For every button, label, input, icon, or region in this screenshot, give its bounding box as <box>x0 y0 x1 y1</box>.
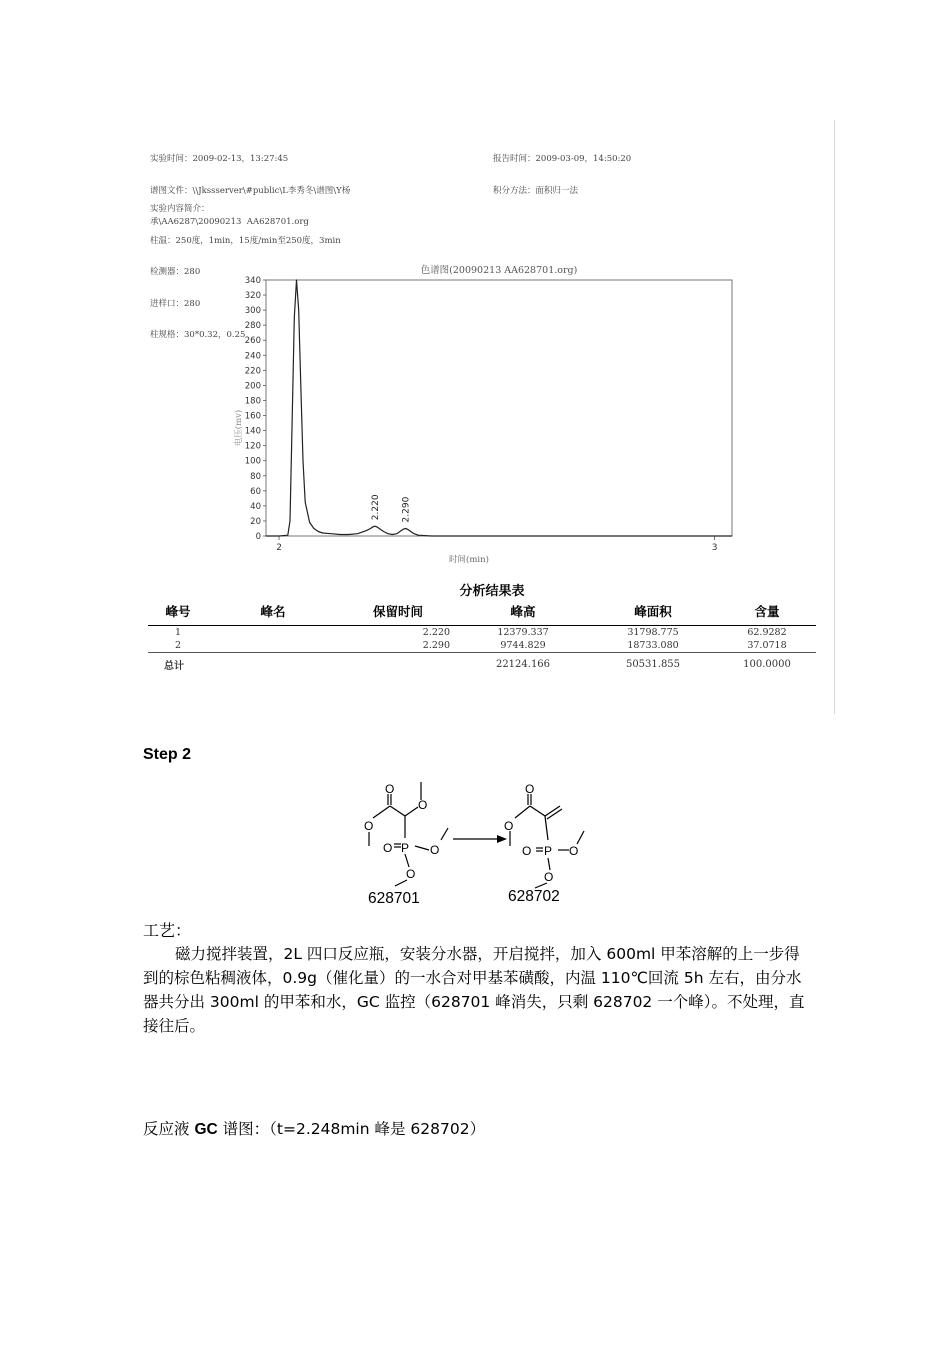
condition-line: 柱温：250度，1min，15度/min至250度，3min <box>150 235 341 246</box>
gc-caption-suffix: 谱图：（t=2.248min 峰是 628702） <box>222 1120 486 1138</box>
cell-content: 37.0718 <box>747 640 787 651</box>
cell-height: 9744.829 <box>500 640 546 651</box>
results-title: 分析结果表 <box>459 584 525 599</box>
y-tick-label: 100 <box>244 456 261 467</box>
cell-content: 62.9282 <box>747 627 787 638</box>
atom-label: P <box>544 844 553 858</box>
atom-label: O <box>544 870 554 884</box>
atom-label: O <box>383 841 393 855</box>
atom-label: P <box>401 841 410 855</box>
compound-id-right: 628702 <box>508 888 560 905</box>
step2-heading: Step 2 <box>143 746 192 763</box>
condition-line: 检测器：280 <box>150 267 201 277</box>
results-table <box>148 600 816 673</box>
col-header: 峰号 <box>148 600 208 626</box>
y-tick-label: 140 <box>244 426 261 437</box>
col-header: 峰高 <box>458 600 588 626</box>
y-tick-label: 220 <box>244 366 261 377</box>
y-tick-label: 200 <box>244 381 261 392</box>
meta-line: 积分方法：面积归一法 <box>493 185 579 196</box>
y-tick-label: 260 <box>244 336 261 347</box>
y-tick-label: 280 <box>244 321 261 332</box>
y-tick-label: 0 <box>255 532 261 542</box>
atom-label: O <box>418 798 428 812</box>
x-tick-label: 2 <box>276 543 282 553</box>
y-tick-label: 300 <box>244 306 261 317</box>
table-row <box>148 626 816 640</box>
cell-empty <box>338 653 458 674</box>
report-edge-divider <box>834 120 835 714</box>
y-tick-label: 180 <box>244 396 261 407</box>
y-tick-label: 320 <box>244 291 261 302</box>
x-tick-label: 3 <box>711 543 718 553</box>
process-paragraph: 磁力搅拌装置，2L 四口反应瓶，安装分水器，开启搅拌，加入 600ml 甲苯溶解的上一步得到的棕色粘稠液体，0.9g（催化量）的一水合对甲基苯磺酸，内温 110℃回流 5h 左右，由分水器共分出 300ml 的甲苯和水，GC 监控（628701 峰消失，只剩 628702 一个峰）。不处理，直接往后。 <box>143 945 805 1035</box>
cell-peak-no: 2 <box>174 640 182 651</box>
y-axis-label: 电压(mv) <box>234 409 244 447</box>
report-meta-right <box>493 133 631 217</box>
total-label: 总计 <box>148 653 208 674</box>
cell-retention: 2.290 <box>422 640 450 651</box>
meta-line: 谱图文件：\\Jkssserver\#public\L李秀冬\谱图\Y杨 <box>150 185 351 196</box>
atom-label: O <box>430 843 440 857</box>
process-title: 工艺： <box>143 921 192 940</box>
atom-label: O <box>406 867 416 881</box>
atom-label: O <box>385 782 395 796</box>
condition-line: 柱规格：30*0.32，0.25 <box>150 330 246 340</box>
atom-label: O <box>364 819 374 833</box>
col-header: 含量 <box>718 600 816 626</box>
chart-title: 色谱图(20090213 AA628701.org) <box>420 265 578 276</box>
cell-retention: 2.220 <box>422 627 450 638</box>
results-header-row <box>148 600 816 626</box>
reaction-arrow-head <box>497 835 507 843</box>
x-axis-label: 时间(min) <box>449 555 489 565</box>
cell-area: 31798.775 <box>627 627 679 638</box>
peak-label: 2.220 <box>370 494 381 521</box>
y-tick-label: 240 <box>244 351 261 362</box>
chromatogram <box>148 262 836 572</box>
gc-caption-prefix: 反应液 <box>143 1120 190 1138</box>
y-tick-label: 160 <box>244 411 261 422</box>
y-tick-label: 40 <box>250 501 261 512</box>
chromatogram-trace <box>266 280 732 536</box>
atom-label: O <box>504 819 514 833</box>
chromatogram-svg <box>148 262 836 572</box>
gc-report <box>148 120 836 714</box>
y-tick-label: 120 <box>244 441 261 452</box>
compound-id-left: 628701 <box>368 890 420 907</box>
cell-peak-name <box>208 626 338 640</box>
condition-line: 实验内容简介： <box>150 204 210 214</box>
gc-caption <box>143 1117 485 1139</box>
cell-height: 12379.337 <box>497 627 549 638</box>
cell-area: 18733.080 <box>627 640 679 651</box>
reaction-scheme-svg <box>355 776 595 911</box>
meta-line: 报告时间：2009-03-09，14:50:20 <box>493 154 632 164</box>
total-row <box>148 653 816 674</box>
atom-label: O <box>569 844 579 858</box>
atom-label: O <box>525 782 535 796</box>
total-content: 100.0000 <box>718 653 816 674</box>
col-header: 峰面积 <box>588 600 718 626</box>
plot-frame <box>266 280 732 536</box>
total-area: 50531.855 <box>588 653 718 674</box>
gc-caption-bold: GC <box>194 1121 218 1138</box>
reaction-scheme <box>355 776 595 911</box>
cell-empty <box>208 653 338 674</box>
total-height: 22124.166 <box>458 653 588 674</box>
meta-line: 承\AA6287\20090213 AA628701.org <box>150 217 309 227</box>
y-tick-label: 80 <box>250 471 261 482</box>
cell-peak-name <box>208 639 338 653</box>
cell-peak-no: 1 <box>174 627 182 638</box>
y-tick-label: 60 <box>250 486 261 497</box>
y-tick-label: 340 <box>244 276 261 286</box>
col-header: 保留时间 <box>338 600 458 626</box>
col-header: 峰名 <box>208 600 338 626</box>
process-description <box>143 942 811 1038</box>
table-row <box>148 639 816 653</box>
y-tick-label: 20 <box>250 516 261 527</box>
condition-line: 进样口：280 <box>150 298 201 309</box>
peak-label: 2.290 <box>401 496 412 523</box>
atom-label: O <box>522 844 532 858</box>
meta-line: 实验时间：2009-02-13，13:27:45 <box>150 154 289 164</box>
